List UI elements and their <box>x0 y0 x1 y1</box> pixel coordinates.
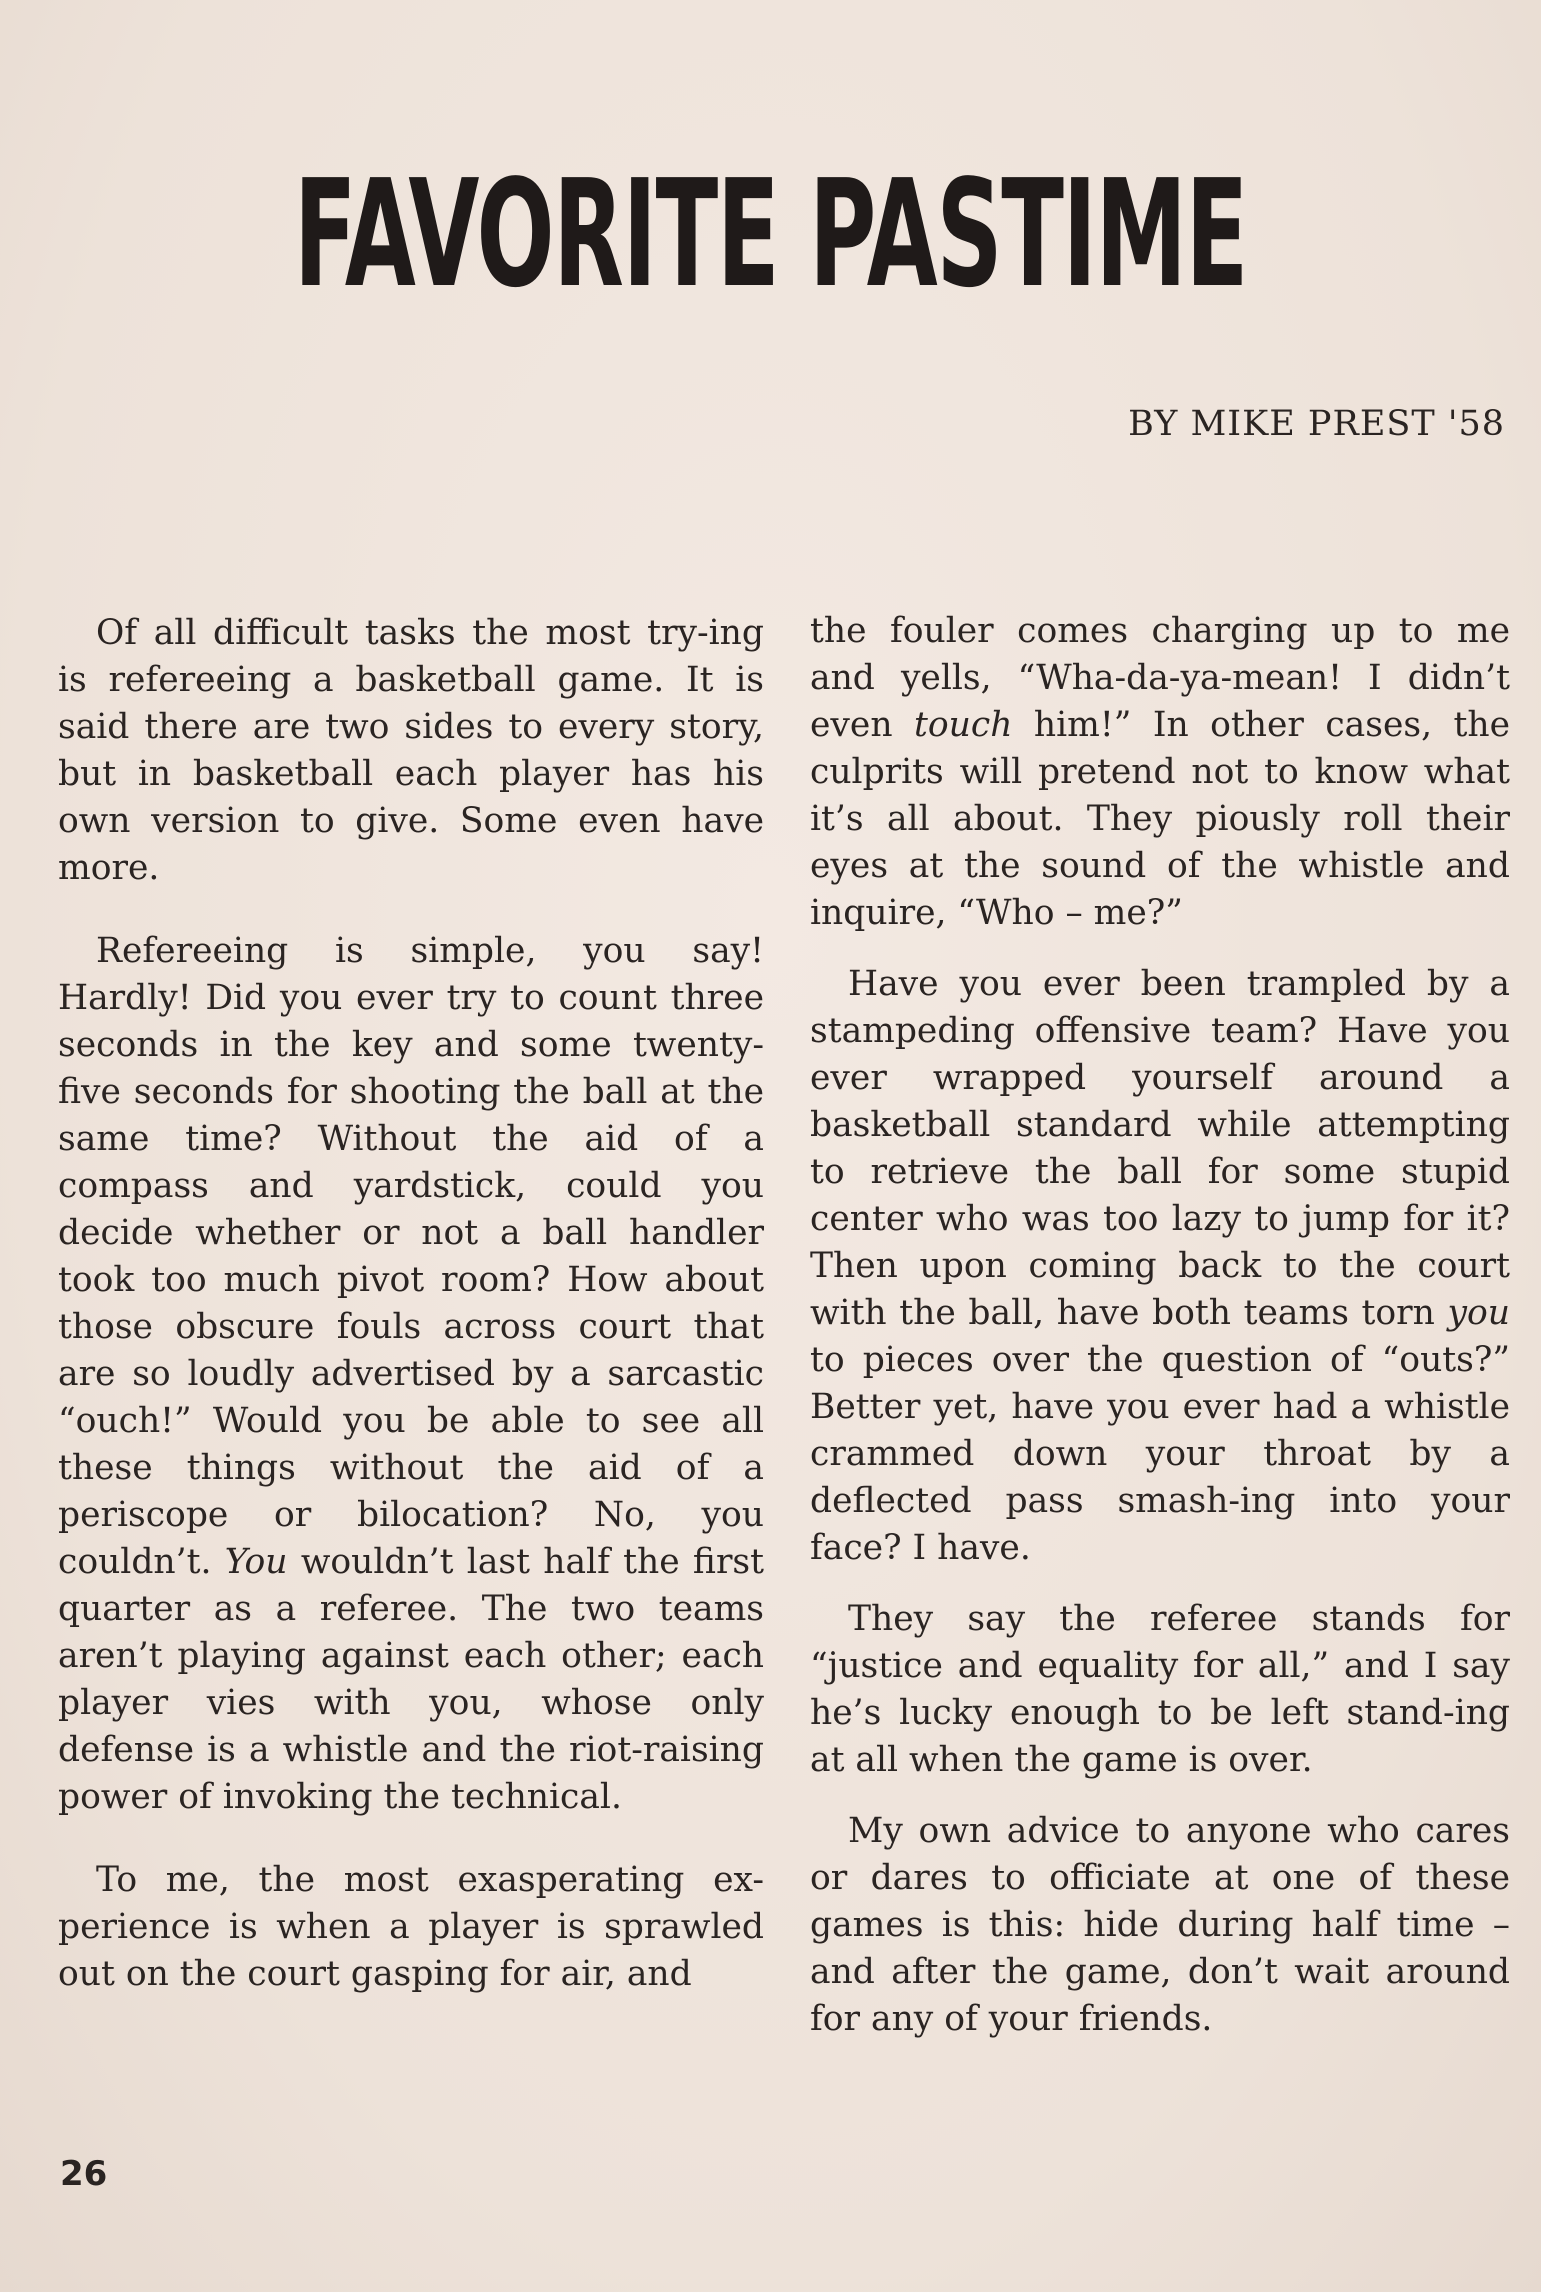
right-paragraph-2-text-b: to pieces over the question of “outs?” Better yet, have you ever had a whistle crammed down your throat by a deflected pass smash-ing into your face? I have. <box>810 1340 1510 1568</box>
left-paragraph-2-text-b: wouldn’t last half the first quarter as a referee. The two teams aren’t playing against each other; each player vies with you, whose only defense is a whistle and the riot-raising power of invoking the technical. <box>58 1542 765 1817</box>
article-byline: BY MIKE PREST '58 <box>1128 404 1505 444</box>
page-number: 26 <box>60 2154 108 2194</box>
left-paragraph-2-text-a: Refereeing is simple, you say! Hardly! Did you ever try to count three seconds in the key and some twenty-five seconds for shooting the ball at the same time? Without the aid of a compass and yardstick, could you decide whether or not a ball handler took too much pivot room? How about those obscure fouls across court that are so loudly advertised by a sarcastic “ouch!” Would you be able to see all these things without the aid of a periscope or bilocation? No, you couldn’t. <box>58 931 764 1582</box>
left-paragraph-2-emphasis: You <box>224 1542 288 1582</box>
right-paragraph-1-emphasis: touch <box>914 705 1013 745</box>
right-paragraph-2-text-a: Have you ever been trampled by a stampeding offensive team? Have you ever wrapped yourself around a basketball standard while attempting to retrieve the ball for some stupid center who was too lazy to jump for it? Then upon coming back to the court with the ball, have both teams torn <box>810 964 1510 1333</box>
left-paragraph-3: To me, the most exasperating ex-perience is when a player is sprawled out on the court gasping for air, and <box>58 1860 764 1994</box>
right-paragraph-2-emphasis: you <box>1447 1293 1510 1333</box>
left-paragraph-1: Of all difficult tasks the most try-ing is refereeing a basketball game. It is said there are two sides to every story, but in basketball each player has his own version to give. Some even have more. <box>58 613 764 888</box>
right-paragraph-2 <box>810 961 1510 1572</box>
right-paragraph-4: My own advice to anyone who cares or dares to officiate at one of these games is this: hide during half time – and after the game, don’t wait around for any of your friends. <box>810 1811 1510 2039</box>
left-paragraph-2 <box>58 928 764 1821</box>
left-column <box>58 610 764 2034</box>
right-column <box>810 608 1510 2067</box>
right-paragraph-1-text-b: him!” In other cases, the culprits will pretend not to know what it’s all about. They piously roll their eyes at the sound of the whistle and inquire, “Who – me?” <box>810 705 1510 933</box>
right-paragraph-1 <box>810 608 1510 937</box>
right-paragraph-1-text-a: the fouler comes charging up to me and yells, “Wha-da-ya-mean! I didn’t even <box>810 611 1510 745</box>
article-title: FAVORITE PASTIME <box>293 148 1248 320</box>
right-paragraph-3: They say the referee stands for “justice and equality for all,” and I say he’s lucky enough to be left stand-ing at all when the game is over. <box>810 1599 1510 1780</box>
